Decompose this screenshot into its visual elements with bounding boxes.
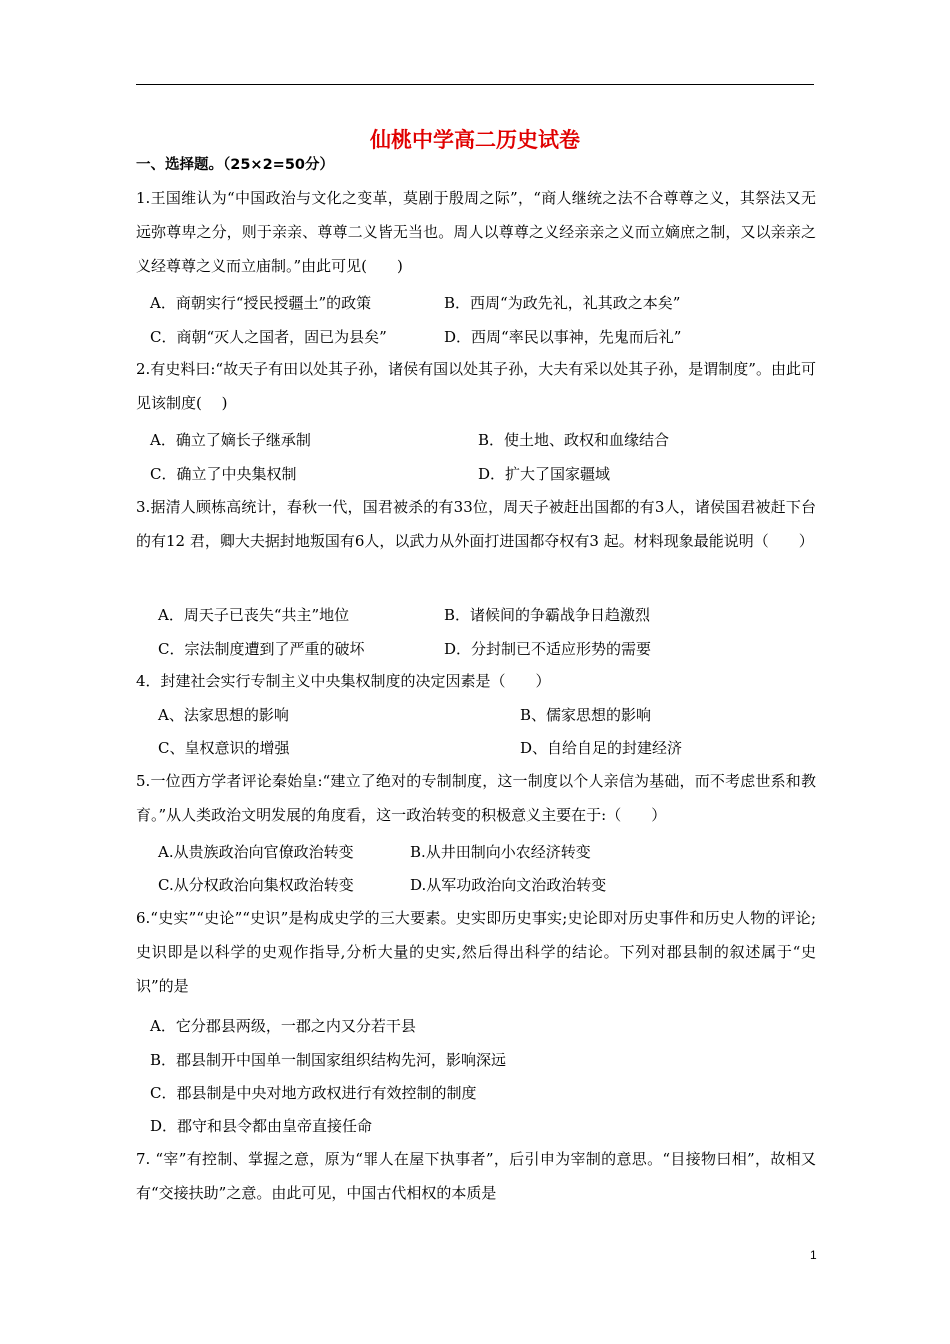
question-6-option-b: B．郡县制开中国单一制国家组织结构先河，影响深远 [150, 1051, 507, 1069]
question-1-option-b: B．西周“为政先礼，礼其政之本矣” [444, 294, 681, 312]
question-4-option-a: A、法家思想的影响 [158, 706, 289, 724]
question-3-option-a: A．周天子已丧失“共主”地位 [158, 606, 350, 624]
question-2-option-c: C．确立了中央集权制 [150, 465, 297, 483]
question-4-option-d: D、自给自足的封建经济 [520, 739, 683, 757]
question-5-option-c: C.从分权政治向集权政治转变 [158, 876, 354, 894]
question-5-option-d: D.从军功政治向文治政治转变 [410, 876, 607, 894]
page-number: 1 [810, 1248, 817, 1262]
question-1-option-d: D．西周“率民以事神，先鬼而后礼” [444, 328, 682, 346]
question-3-option-b: B．诸候间的争霸战争日趋激烈 [444, 606, 651, 624]
question-3-option-d: D．分封制已不适应形势的需要 [444, 640, 652, 658]
question-2-option-a: A．确立了嫡长子继承制 [150, 431, 311, 449]
section-heading: 一、选择题。（25×2=50分） [136, 157, 334, 173]
question-5-option-b: B.从井田制向小农经济转变 [410, 843, 591, 861]
question-6-option-c: C．郡县制是中央对地方政权进行有效控制的制度 [150, 1084, 477, 1102]
question-6-option-d: D．郡守和县令都由皇帝直接任命 [150, 1117, 373, 1135]
question-2-option-d: D．扩大了国家疆域 [478, 465, 611, 483]
question-2-option-b: B．使土地、政权和血缘结合 [478, 431, 670, 449]
question-7-stem: 7. “宰”有控制、掌握之意，原为“罪人在屋下执事者”，后引申为宰制的意思。“目接物曰相”，故相又有“交接扶助”之意。由此可见，中国古代相权的本质是 [136, 1150, 816, 1202]
question-3-stem: 3.据清人顾栋高统计，春秋一代，国君被杀的有33位，周天子被赶出国都的有3人，诸侯国君被赶下台的有12 君，卿大夫据封地叛国有6人，以武力从外面打进国都夺权有3 起。材料现象最能说明（ ） [136, 498, 816, 550]
question-6-option-a: A．它分郡县两级，一郡之内又分若干县 [150, 1017, 416, 1035]
question-1-option-a: A．商朝实行“授民授疆土”的政策 [150, 294, 372, 312]
question-6-stem: 6.“史实”“史论”“史识”是构成史学的三大要素。史实即历史事实;史论即对历史事件和历史人物的评论;史识即是以科学的史观作指导,分析大量的史实,然后得出科学的结论。下列对郡县制的叙述属于“史识”的是 [136, 909, 816, 995]
question-1-stem: 1.王国维认为“中国政治与文化之变革，莫剧于殷周之际”，“商人继统之法不合尊尊之义，其祭法又无远弥尊卑之分，则于亲亲、尊尊二义皆无当也。周人以尊尊之义经亲亲之义而立嫡庶之制，又以亲亲之义经尊尊之义而立庙制。”由此可见( ) [136, 189, 816, 275]
question-5-stem: 5.一位西方学者评论秦始皇:“建立了绝对的专制制度，这一制度以个人亲信为基础，而不考虑世系和教育。”从人类政治文明发展的角度看，这一政治转变的积极意义主要在于:（ ） [136, 772, 816, 824]
question-3-option-c: C．宗法制度遭到了严重的破坏 [158, 640, 365, 658]
question-2-stem: 2.有史料曰:“故天子有田以处其子孙，诸侯有国以处其子孙，大夫有采以处其子孙，是谓制度”。由此可见该制度( ) [136, 360, 816, 412]
question-1-option-c: C．商朝“灭人之国者，固已为县矣” [150, 328, 387, 346]
question-4-stem: 4．封建社会实行专制主义中央集权制度的决定因素是（ ） [136, 672, 551, 690]
question-4-option-b: B、儒家思想的影响 [520, 706, 652, 724]
header-rule [136, 84, 814, 85]
question-4-option-c: C、皇权意识的增强 [158, 739, 290, 757]
exam-title: 仙桃中学高二历史试卷 [370, 128, 580, 152]
question-5-option-a: A.从贵族政治向官僚政治转变 [158, 843, 354, 861]
